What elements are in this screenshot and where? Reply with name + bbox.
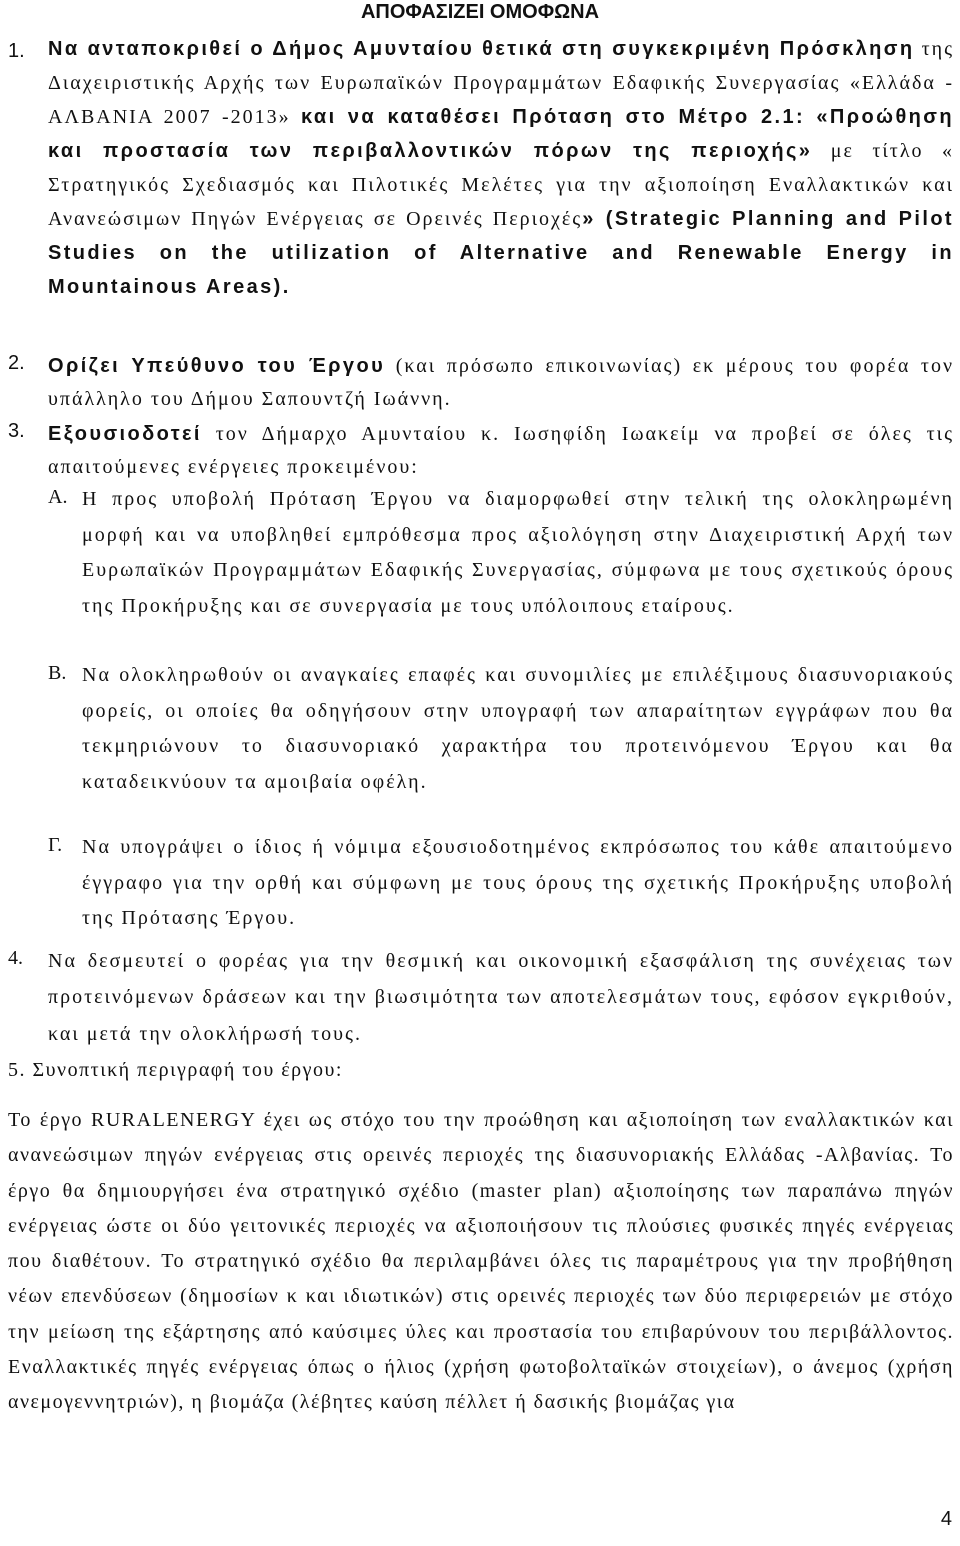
page-heading: ΑΠΟΦΑΣΙΖΕΙ ΟΜΟΦΩΝΑ — [360, 1, 600, 23]
item-2-rest: (και πρόσωπο επικοινωνίας) εκ μέρους του φορέα τον υπάλληλο του Δήμου Σαπουντζή Ιωάννη. — [48, 355, 954, 410]
sub-item-b-letter: Β. — [48, 662, 67, 684]
item-5-number: 5. — [8, 1059, 26, 1081]
item-1-text-b: με τίτλο « Στρατηγικός Σχεδιασμός και Πιλοτικές Μελέτες για την αξιοποίηση Εναλλακτικών και Ανανεώσιμων Πηγών Ενέργειας σε Ορεινές Περιοχές — [48, 140, 955, 230]
item-2-text — [48, 350, 954, 416]
item-1-bold-c: » (Strategic Planning and Pilot Studies on the utilization of Alternative and Renewable Energy in Mountainous Areas). — [48, 208, 954, 298]
sub-item-b-text: Να ολοκληρωθούν οι αναγκαίες επαφές και συνομιλίες με επιλέξιμους διασυνοριακούς φορείς, οι οποίες θα οδηγήσουν στην υπογραφή των απαραίτητων εγγράφων που θα τεκμηριώνουν το διασυνοριακό χαρακτήρα του προτεινόμενου Έργου και θα καταδεικνύουν τα αμοιβαία οφέλη. — [82, 664, 954, 793]
sub-item-a-letter: Α. — [48, 486, 68, 508]
item-3-bold: Εξουσιοδοτεί — [48, 423, 202, 445]
item-1-bold-a: Να ανταποκριθεί ο Δήμος Αμυνταίου θετικά στη συγκεκριμένη Πρόσκληση — [48, 38, 915, 60]
item-3-number: 3. — [8, 420, 25, 442]
project-summary-paragraph: Το έργο RURALENERGY έχει ως στόχο του την προώθηση και αξιοποίηση των εναλλακτικών και ανανεώσιμων πηγών ενέργειας στις ορεινές περιοχές της διασυνοριακής Ελλάδας -Αλβανίας. Το έργο θα δημιουργήσει ένα στρατηγικό σχέδιο (master plan) αξιοποίησης των παραπάνω πηγών ενέργειας ώστε οι δύο γειτονικές περιοχές να αξιοποιήσουν τις πλούσιες φυσικές πηγές ενέργειας που διαθέτουν. Το στρατηγικό σχέδιο θα περιλαμβάνει όλες τις παραμέτρους για την προβήθηση νέων επενδύσεων (δημοσίων κ και ιδιωτικών) στις ορεινές περιοχές των δύο περιφερειών με στόχο την μείωση της εξάρτησης από καύσιμες ύλες και προστασία του επιβαρύνουν του περιβάλλοντος. Εναλλακτικές πηγές ενέργειας όπως ο ήλιος (χρήση φωτοβολταϊκών στοιχείων), ο άνεμος (χρήση ανεμογεννητριών), η βιομάζα (λέβητες καύση πέλλετ ή δασικής βιομάζας για — [8, 1109, 954, 1414]
sub-item-a-text: Η προς υποβολή Πρόταση Έργου να διαμορφωθεί στην τελική της ολοκληρωμένη μορφή και να υποβληθεί εμπρόθεσμα προς αξιολόγηση στην Διαχειριστική Αρχή των Ευρωπαϊκών Προγραμμάτων Εδαφικής Συνεργασίας, σύμφωνα με τους σχετικούς όρους της Προκήρυξης και σε συνεργασία με τους υπόλοιπους εταίρους. — [82, 488, 954, 617]
item-4-text: Να δεσμευτεί ο φορέας για την θεσμική και οικονομική εξασφάλιση της συνέχειας των προτεινόμενων δράσεων και την βιωσιμότητα των αποτελεσμάτων τους, εφόσον εγκριθούν, και μετά την ολοκλήρωσή τους. — [48, 950, 954, 1045]
item-5-heading — [8, 1059, 343, 1082]
page-number: 4 — [940, 1508, 952, 1530]
item-2-number: 2. — [8, 352, 25, 374]
item-1-bold-b: και να καταθέσει Πρόταση στο Μέτρο 2.1: «Προώθηση και προστασία των περιβαλλοντικών πόρων της περιοχής» — [48, 106, 954, 162]
sub-item-c-letter: Γ. — [48, 834, 63, 856]
sub-item-c-text: Να υπογράψει ο ίδιος ή νόμιμα εξουσιοδοτημένος εκπρόσωπος του κάθε απαιτούμενο έγγραφο για την ορθή και σύμφωνη με τους όρους της σχετικής Προκήρυξης υποβολή της Πρότασης Έργου. — [82, 836, 954, 929]
item-1-text-a: της Διαχειριστικής Αρχής των Ευρωπαϊκών Προγραμμάτων Εδαφικής Συνεργασίας «Ελλάδα - ΑΛΒΑΝΙΑ 2007 -2013» — [48, 38, 954, 128]
item-4-number: 4. — [8, 947, 23, 969]
item-1-number: 1. — [8, 40, 25, 62]
item-3-rest: τον Δήμαρχο Αμυνταίου κ. Ιωσηφίδη Ιωακείμ να προβεί σε όλες τις απαιτούμενες ενέργειες προκειμένου: — [48, 423, 954, 478]
item-5-text: Συνοπτική περιγραφή του έργου: — [32, 1059, 343, 1081]
item-3-text — [48, 418, 954, 484]
item-1-text — [48, 32, 954, 346]
item-2-bold: Ορίζει Υπεύθυνο του Έργου — [48, 355, 386, 377]
